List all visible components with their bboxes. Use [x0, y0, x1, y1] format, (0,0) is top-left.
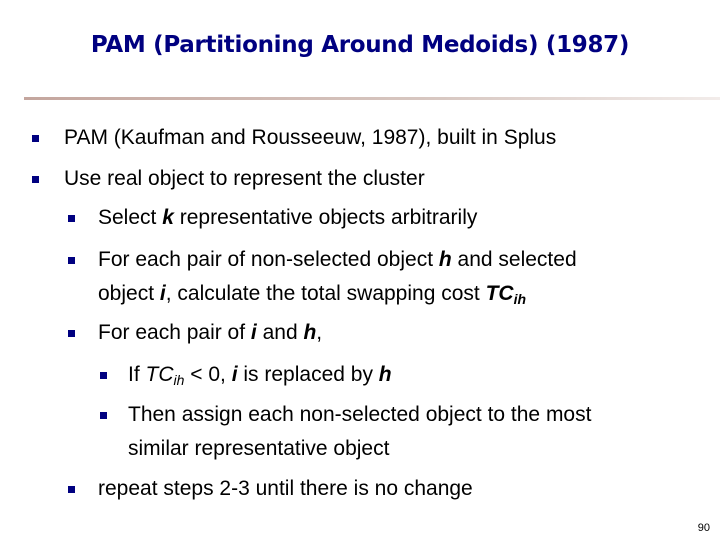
var-h: h: [438, 248, 452, 271]
var-tc-subscript: ih: [513, 291, 527, 307]
bullet-real-object: [64, 162, 425, 196]
square-bullet-icon: [68, 215, 75, 222]
subbullet-each-pair: [98, 316, 322, 350]
bullet-text: PAM (Kaufman and Rousseeuw, 1987), built in Splus: [64, 126, 557, 149]
text-segment: Then assign each non-selected object to the most: [128, 403, 592, 426]
square-bullet-icon: [32, 135, 39, 142]
var-i: i: [159, 282, 166, 305]
text-segment: and selected: [451, 248, 577, 271]
subsubbullet-replace: [128, 358, 392, 392]
text-segment: object: [98, 282, 160, 305]
var-i: i: [231, 363, 238, 386]
square-bullet-icon: [32, 176, 39, 183]
slide-title: PAM (Partitioning Around Medoids) (1987): [90, 32, 630, 58]
text-segment: similar representative object: [128, 437, 390, 460]
bullet-pam-origin: [64, 121, 556, 155]
subbullet-repeat: [98, 472, 473, 506]
var-tc: TC: [485, 282, 514, 305]
var-tc: TC: [145, 363, 174, 386]
text-segment: If: [128, 363, 146, 386]
var-h: h: [378, 363, 392, 386]
text-segment: ,: [316, 321, 323, 344]
text-segment: For each pair of non-selected object: [98, 248, 439, 271]
text-segment: and: [256, 321, 304, 344]
var-h: h: [303, 321, 317, 344]
page-number: 90: [697, 522, 710, 534]
square-bullet-icon: [68, 486, 75, 493]
var-i: i: [250, 321, 257, 344]
square-bullet-icon: [68, 257, 75, 264]
square-bullet-icon: [100, 372, 107, 379]
text-segment: < 0,: [184, 363, 232, 386]
text-segment: , calculate the total swapping cost: [165, 282, 486, 305]
var-k: k: [162, 206, 174, 229]
subbullet-select-k: [98, 201, 477, 235]
title-divider: [24, 97, 720, 100]
bullet-text: Use real object to represent the cluster: [64, 167, 425, 190]
square-bullet-icon: [68, 330, 75, 337]
text-segment: Select: [98, 206, 163, 229]
subbullet-swap-cost: [98, 243, 577, 311]
text-segment: For each pair of: [98, 321, 251, 344]
subsubbullet-assign: [128, 398, 591, 466]
square-bullet-icon: [100, 412, 107, 419]
bullet-text: repeat steps 2-3 until there is no change: [98, 477, 473, 500]
text-segment: is replaced by: [237, 363, 379, 386]
var-tc-subscript: ih: [173, 372, 185, 388]
text-segment: representative objects arbitrarily: [173, 206, 478, 229]
